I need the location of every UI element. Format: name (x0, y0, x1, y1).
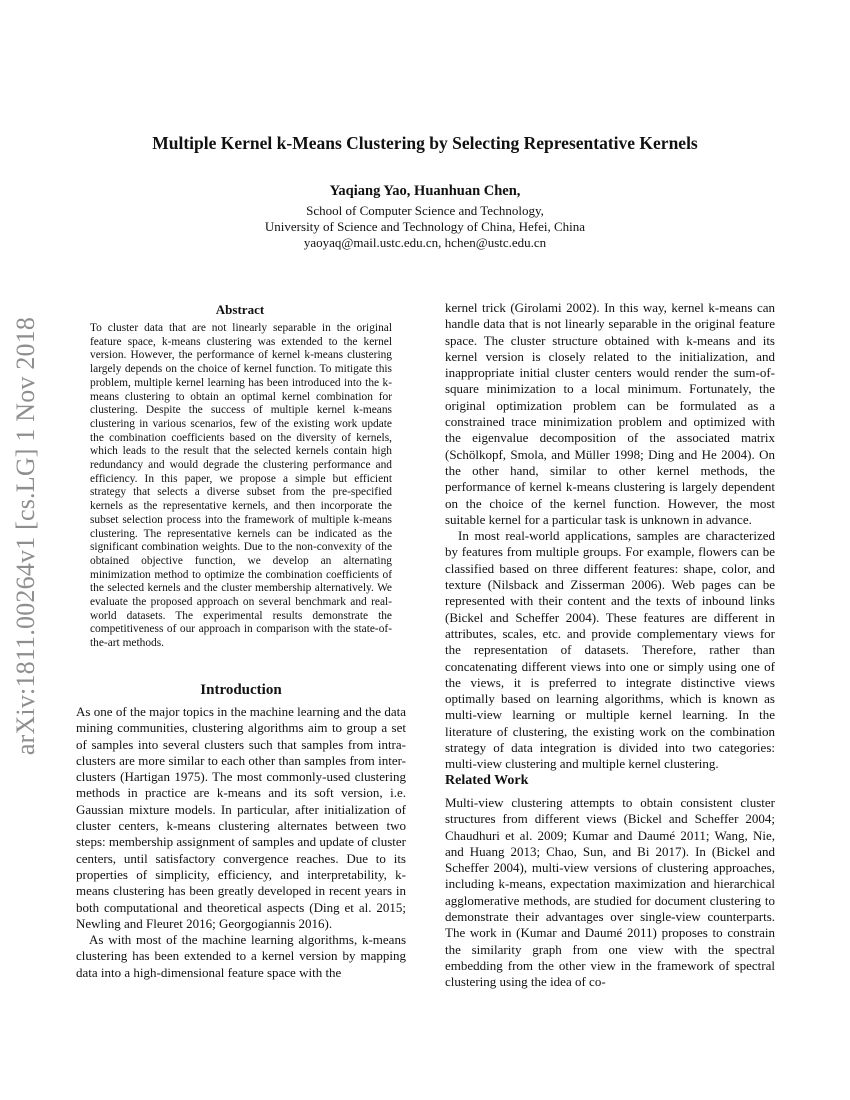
affiliation-university: University of Science and Technology of China, Hefei, China (264, 219, 586, 234)
related-work-paragraph-1: Multi-view clustering attempts to obtain consistent cluster structures from different views (Bickel and Scheffer 2004; Chaudhuri et al. 2009; Kumar and Daumé 2011; Wang, Nie, and Huang 2013; Chao, Sun, and Bi 2017). In (Bickel and Scheffer 2004), multi-view versions of clustering approaches, including k-means, expectation maximization and hierarchical agglomerative methods, are studied for document clustering to demonstrate their advantages over single-view counterparts. The work in (Kumar and Daumé 2011) proposes to constrain the similarity graph from one view with the spectral embedding from the other view in the framework of spectral clustering using the idea of co- (445, 795, 775, 990)
left-column-body (76, 704, 406, 981)
abstract-heading: Abstract (215, 302, 265, 317)
affiliation-school: School of Computer Science and Technology, (306, 203, 544, 218)
intro-paragraph-2-continued: kernel trick (Girolami 2002). In this way, kernel k-means can handle data that is not linearly separable in the original feature space. The cluster structure obtained with k-means and its kernel version is closely related to the initialization, and inappropriate initial cluster centers would render the sum-of-square minimization to a local minimum. Fortunately, the original optimization problem can be formulated as a constrained trace minimization problem and optimized with the eigenvalue decomposition of the associated matrix (Schölkopf, Smola, and Müller 1998; Ding and He 2004). On the other hand, similar to other kernel methods, the performance of kernel k-means clustering is largely dependent on the choice of the kernel function. However, the most suitable kernel for a particular task is unknown in advance. (445, 300, 775, 527)
intro-paragraph-1: As one of the major topics in the machine learning and the data mining communities, clustering algorithms aim to group a set of samples into several clusters such that samples from intra-clusters are more similar to each other than samples from inter-clusters (Hartigan 1975). The most commonly-used clustering methods in practice are k-means and its soft version, i.e. Gaussian mixture models. In particular, after initialization of cluster centers, k-means clustering alternates between two steps: membership assignment of samples and update of cluster centers, until satisfactory convergence reaches. Due to its properties of simplicity, efficiency, and interpretability, k-means clustering has been greatly developed in recent years in both computational and theoretical aspects (Ding et al. 2015; Newling and Fleuret 2016; Georgogiannis 2016). (76, 704, 406, 931)
abstract-text: To cluster data that are not linearly separable in the original feature space, k-means clustering was extended to the kernel version. However, the performance of kernel k-means clustering largely depends on the choice of kernel function. To mitigate this problem, multiple kernel learning has been introduced into the k-means clustering to obtain an optimal kernel combination for clustering. Despite the success of multiple kernel k-means clustering in various scenarios, few of the existing work update the combination coefficients based on the diversity of kernels, which leads to the result that the selected kernels contain high redundancy and would degrade the clustering performance and efficiency. In this paper, we propose a simple but efficient strategy that selects a diverse subset from the pre-specified kernels as the representative kernels, and then incorporate the subset selection process into the framework of multiple k-means clustering. The representative kernels can be indicated as the significant combination weights. Due to the non-convexity of the obtained objective function, we develop an alternating minimization method to optimize the combination coefficients of the selected kernels and the cluster membership alternatively. We evaluate the proposed approach on several benchmark and real-world datasets. The experimental results demonstrate the competitiveness of our approach in comparison with the state-of-the-art methods. (90, 322, 392, 650)
introduction-heading: Introduction (200, 682, 282, 698)
related-work-body (445, 795, 775, 991)
intro-paragraph-2: As with most of the machine learning algorithms, k-means clustering has been extended to a kernel version by mapping data into a high-dimensional feature space with the (76, 932, 406, 980)
related-work-heading: Related Work (445, 773, 529, 788)
intro-paragraph-3: In most real-world applications, samples are characterized by features from multiple groups. For example, flowers can be classified based on three different features: shape, color, and texture (Nilsback and Zisserman 2006). Web pages can be represented with their content and the texts of inbound links (Bickel and Scheffer 2004). These features are different in attributes, scales, etc. and provide complementary views for the representation of datasets. Therefore, rather than concatenating different views into one or simply using one of the views, it is preferred to integrate distinctive views optimally based on learning algorithms, which is known as multi-view learning or multiple kernel learning. In the literature of clustering, the existing work on the combination strategy of data integration is divided into two categories: multi-view clustering and multiple kernel clustering. (445, 528, 775, 772)
author-emails: yaoyaq@mail.ustc.edu.cn, hchen@ustc.edu.cn (303, 235, 547, 250)
arxiv-identifier-stamp (4, 296, 48, 776)
paper-authors: Yaqiang Yao, Huanhuan Chen, (329, 183, 521, 199)
arxiv-identifier-text: arXiv:1811.00264v1 [cs.LG] 1 Nov 2018 (11, 316, 40, 756)
right-column-body (445, 300, 775, 773)
paper-title: Multiple Kernel k-Means Clustering by Selecting Representative Kernels (152, 133, 698, 153)
